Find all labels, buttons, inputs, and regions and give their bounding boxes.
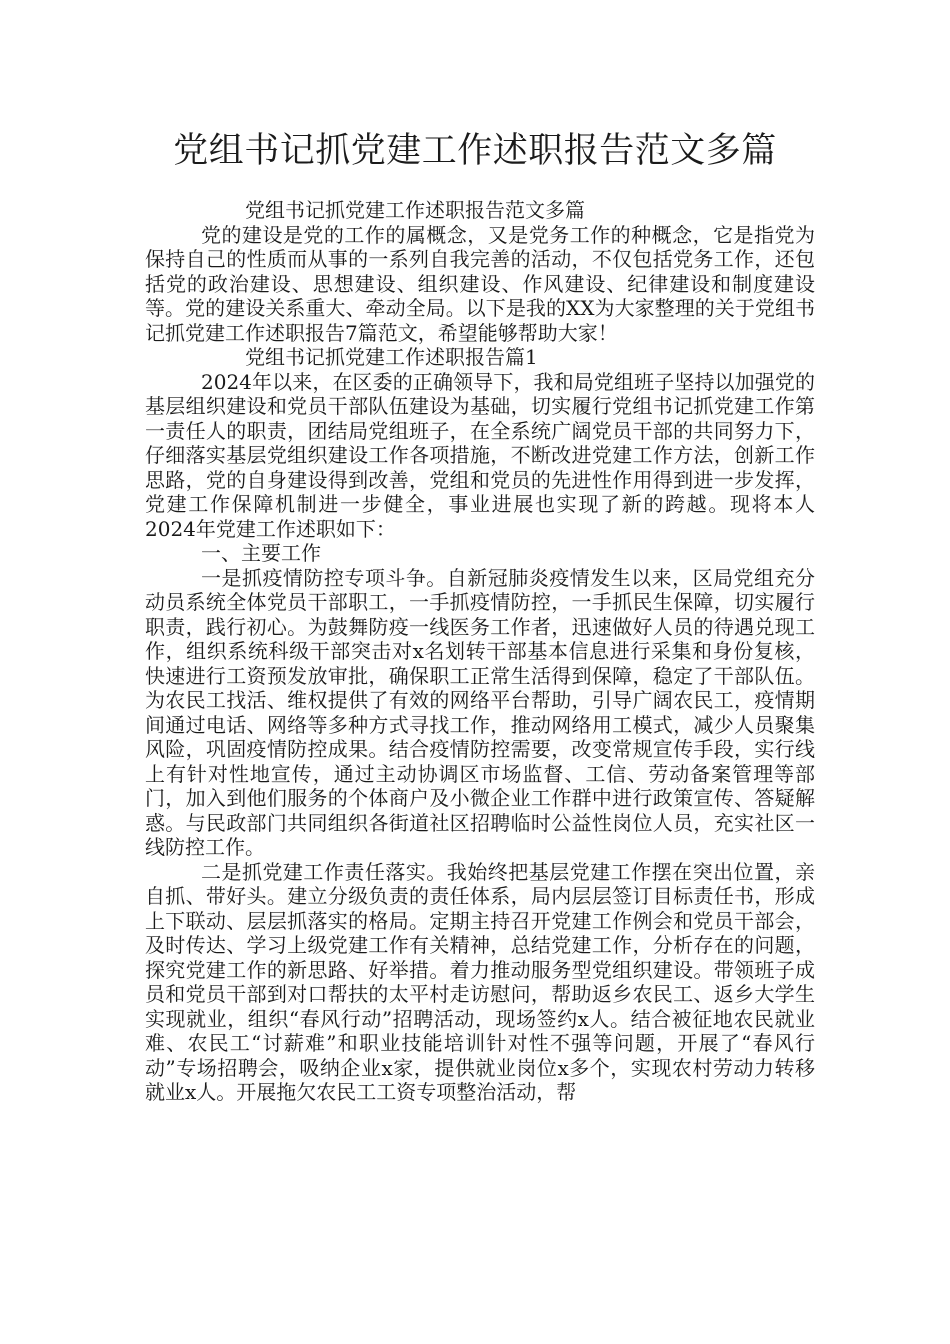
intro-paragraph: 党的建设是党的工作的属概念，又是党务工作的种概念，它是指党为保持自己的性质而从事的一系列自我完善的活动，不仅包括党务工作，还包括党的政治建设、思想建设、组织建设、作风建设、纪律建设和制度建设等。党的建设关系重大、牵动全局。以下是我的XX为大家整理的关于党组书记抓党建工作述职报告7篇范文，希望能够帮助大家！ — [145, 222, 815, 345]
document-body — [145, 198, 815, 1105]
document-title: 党组书记抓党建工作述职报告范文多篇 — [173, 131, 777, 171]
opening-paragraph: 2024年以来，在区委的正确领导下，我和局党组班子坚持以加强党的基层组织建设和党员干部队伍建设为基础，切实履行党组书记抓党建工作第一责任人的职责，团结局党组班子，在全系统广阔党员干部的共同努力下，仔细落实基层党组织建设工作各项措施，不断改进党建工作方法，创新工作思路，党的自身建设得到改善，党组和党员的先进性作用得到进一步发挥，党建工作保障机制进一步健全，事业进展也实现了新的跨越。现将本人2024年党建工作述职如下： — [145, 369, 815, 541]
section-heading: 一、主要工作 — [201, 541, 321, 565]
work-item-paragraph: 二是抓党建工作责任落实。我始终把基层党建工作摆在突出位置，亲自抓、带好头。建立分级负责的责任体系，局内层层签订目标责任书，形成上下联动、层层抓落实的格局。定期主持召开党建工作例会和党员干部会，及时传达、学习上级党建工作有关精神，总结党建工作，分析存在的问题，探究党建工作的新思路、好举措。着力推动服务型党组织建设。带领班子成员和党员干部到对口帮扶的太平村走访慰问，帮助返乡农民工、返乡大学生实现就业，组织“春风行动”招聘活动，现场签约x人。结合被征地农民就业难、农民工“讨薪难”和职业技能培训针对性不强等问题，开展了“春风行动”专场招聘会，吸纳企业x家，提供就业岗位x多个，实现农村劳动力转移就业x人。开展拖欠农民工工资专项整治活动，帮 — [145, 859, 815, 1104]
work-item-paragraph: 一是抓疫情防控专项斗争。自新冠肺炎疫情发生以来，区局党组充分动员系统全体党员干部职工，一手抓疫情防控，一手抓民生保障，切实履行职责，践行初心。为鼓舞防疫一线医务工作者，迅速做好人员的待遇兑现工作，组织系统科级干部突击对x名划转干部基本信息进行采集和身份复核，快速进行工资预发放审批，确保职工正常生活得到保障，稳定了干部队伍。为农民工找活、维权提供了有效的网络平台帮助，引导广阔农民工，疫情期间通过电话、网络等多种方式寻找工作，推动网络用工模式，减少人员聚集风险，巩固疫情防控成果。结合疫情防控需要，改变常规宣传手段，实行线上有针对性地宣传，通过主动协调区市场监督、工信、劳动备案管理等部门，加入到他们服务的个体商户及小微企业工作群中进行政策宣传、答疑解惑。与民政部门共同组织各街道社区招聘临时公益性岗位人员，充实社区一线防控工作。 — [145, 565, 815, 859]
article-heading: 党组书记抓党建工作述职报告篇1 — [245, 345, 538, 369]
document-subtitle: 党组书记抓党建工作述职报告范文多篇 — [245, 198, 585, 222]
